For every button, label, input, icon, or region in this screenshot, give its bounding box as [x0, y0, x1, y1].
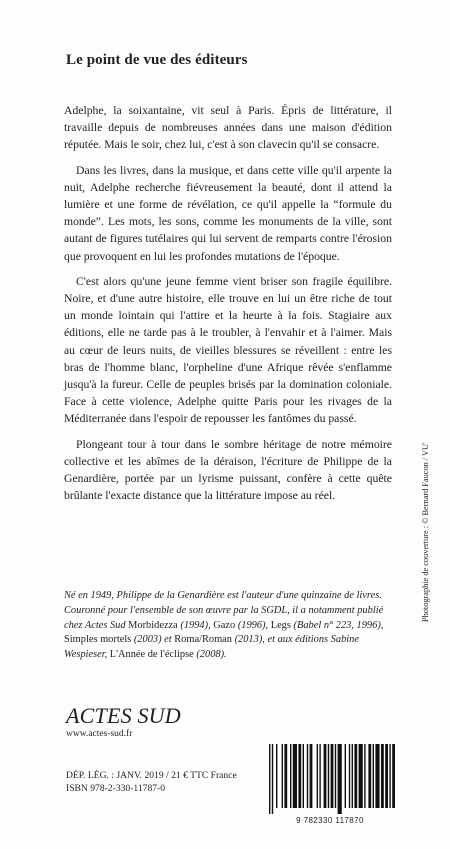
- bio-text: (2003) et: [131, 634, 175, 646]
- barcode-bar: [345, 744, 346, 808]
- page-title: Le point de vue des éditeurs: [66, 52, 248, 68]
- barcode: [263, 744, 397, 814]
- isbn: ISBN 978-2-330-11787-0: [66, 783, 166, 794]
- synopsis-paragraph: Plongeant tour à tour dans le sombre héritage de notre mémoire collective et les abîmes de la déraison, l'écriture de Philippe de la Genardière, portée par un lyrisme puissant, confère à cette quête brûlante l'exacte distance que la littérature impose au réel.: [64, 437, 392, 503]
- book-title: Morbidezza: [128, 619, 178, 631]
- barcode-bar: [385, 744, 388, 808]
- barcode-bar: [298, 744, 301, 808]
- bio-text: (1994),: [177, 619, 214, 631]
- bio-text: (2008).: [193, 649, 227, 661]
- publisher-website: www.actes-sud.fr: [66, 729, 133, 739]
- bio-text: (2013), et aux éditions Sabine Wespieser,: [64, 634, 359, 661]
- barcode-bar: [349, 744, 350, 808]
- synopsis: [64, 102, 392, 504]
- book-title: Simples mortels: [64, 634, 132, 646]
- bio-text: (1996),: [235, 619, 271, 631]
- barcode-bar: [331, 744, 334, 808]
- photo-credit: Photographie de couverture : © Bernard Faucon / VU': [421, 442, 430, 622]
- book-title: Roma/Roman: [174, 634, 232, 646]
- barcode-bar: [282, 744, 283, 808]
- barcode-bar: [354, 744, 357, 808]
- barcode-bar: [284, 744, 287, 808]
- barcode-bar: [310, 744, 313, 808]
- book-title: Legs: [270, 619, 291, 631]
- synopsis-paragraph: Adelphe, la soixantaine, vit seul à Paris. Épris de littérature, il travaille depuis de nombreuses années dans une maison d'édition réputée. Mais le soir, chez lui, c'est à son clavecin qu'il se consacre.: [64, 104, 392, 152]
- synopsis-paragraph: C'est alors qu'une jeune femme vient briser son fragile équilibre. Noire, et d'une autre histoire, elle trouve en lui un être riche de tout un monde lointain qui l'attire et la heurte à la fois. Stagiaire aux éditions, elle ne tarde pas à le troubler, à l'envahir et à l'aimer. Mais au cœur de leurs nuits, de vieilles blessures se réveillent : entre les bras de l'homme blanc, l'orpheline d'une Afrique rêvée s'enflamme jusqu'à la fureur. Celle de peuples brisés par la domination coloniale. Face à cette violence, Adelphe quitte Paris pour les rivages de la Méditerranée dans l'espoir de repousser les fantômes du passé.: [64, 274, 392, 426]
- barcode-bar: [373, 744, 374, 808]
- legal-deposit-price: DÉP. LÉG. : JANV. 2019 / 21 € TTC France: [66, 770, 237, 781]
- barcode-bar: [389, 744, 390, 808]
- barcode-bar: [368, 744, 371, 808]
- synopsis-paragraph: Dans les livres, dans la musique, et dans cette ville qu'il arpente la nuit, Adelphe recherche fiévreusement la beauté, dont il attend la lumière et une forme de révélation, ce qu'il appelle la “formule du monde”. Les mots, les sons, comme les monuments de la ville, sont autant de figures tutélaires qui lui servent de remparts contre l'érosion que provoquent en lui les profondes mutations de l'époque.: [64, 163, 392, 263]
- bio-text: (Babel n° 223, 1996),: [290, 619, 384, 631]
- barcode-bar: [317, 744, 318, 808]
- barcode-digits: 9 782330 117870: [296, 816, 364, 825]
- barcode-bar: [293, 744, 297, 808]
- barcode-bar: [290, 744, 291, 808]
- barcode-bar: [269, 744, 270, 814]
- barcode-bar: [307, 744, 308, 808]
- barcode-bar: [392, 744, 395, 808]
- barcode-bar: [276, 744, 277, 808]
- barcode-bar: [359, 744, 363, 808]
- barcode-bar: [319, 744, 320, 808]
- barcode-bar: [381, 744, 384, 808]
- barcode-bar: [335, 744, 336, 808]
- barcode-bar: [375, 744, 379, 808]
- barcode-image: [263, 744, 397, 814]
- barcode-bar: [303, 744, 304, 808]
- barcode-bar: [272, 744, 273, 814]
- barcode-bar: [328, 744, 329, 808]
- author-bio: [64, 589, 392, 663]
- book-title: L'Année de l'éclipse: [109, 649, 194, 661]
- barcode-bar: [338, 744, 342, 814]
- barcode-bar: [364, 744, 365, 808]
- publisher-logo: ACTES SUD: [66, 703, 181, 728]
- legal-info: [66, 769, 237, 795]
- barcode-bar: [324, 744, 327, 808]
- book-title: Gazo: [213, 619, 236, 631]
- bio-text: Né en 1949, Philippe de la Genardière est l'auteur d'une quinzaine de livres. Couronné pour l'ensemble de son œuvre par la SGDL, il a notamment publié chez Actes Sud: [64, 590, 384, 631]
- barcode-bar: [352, 744, 353, 808]
